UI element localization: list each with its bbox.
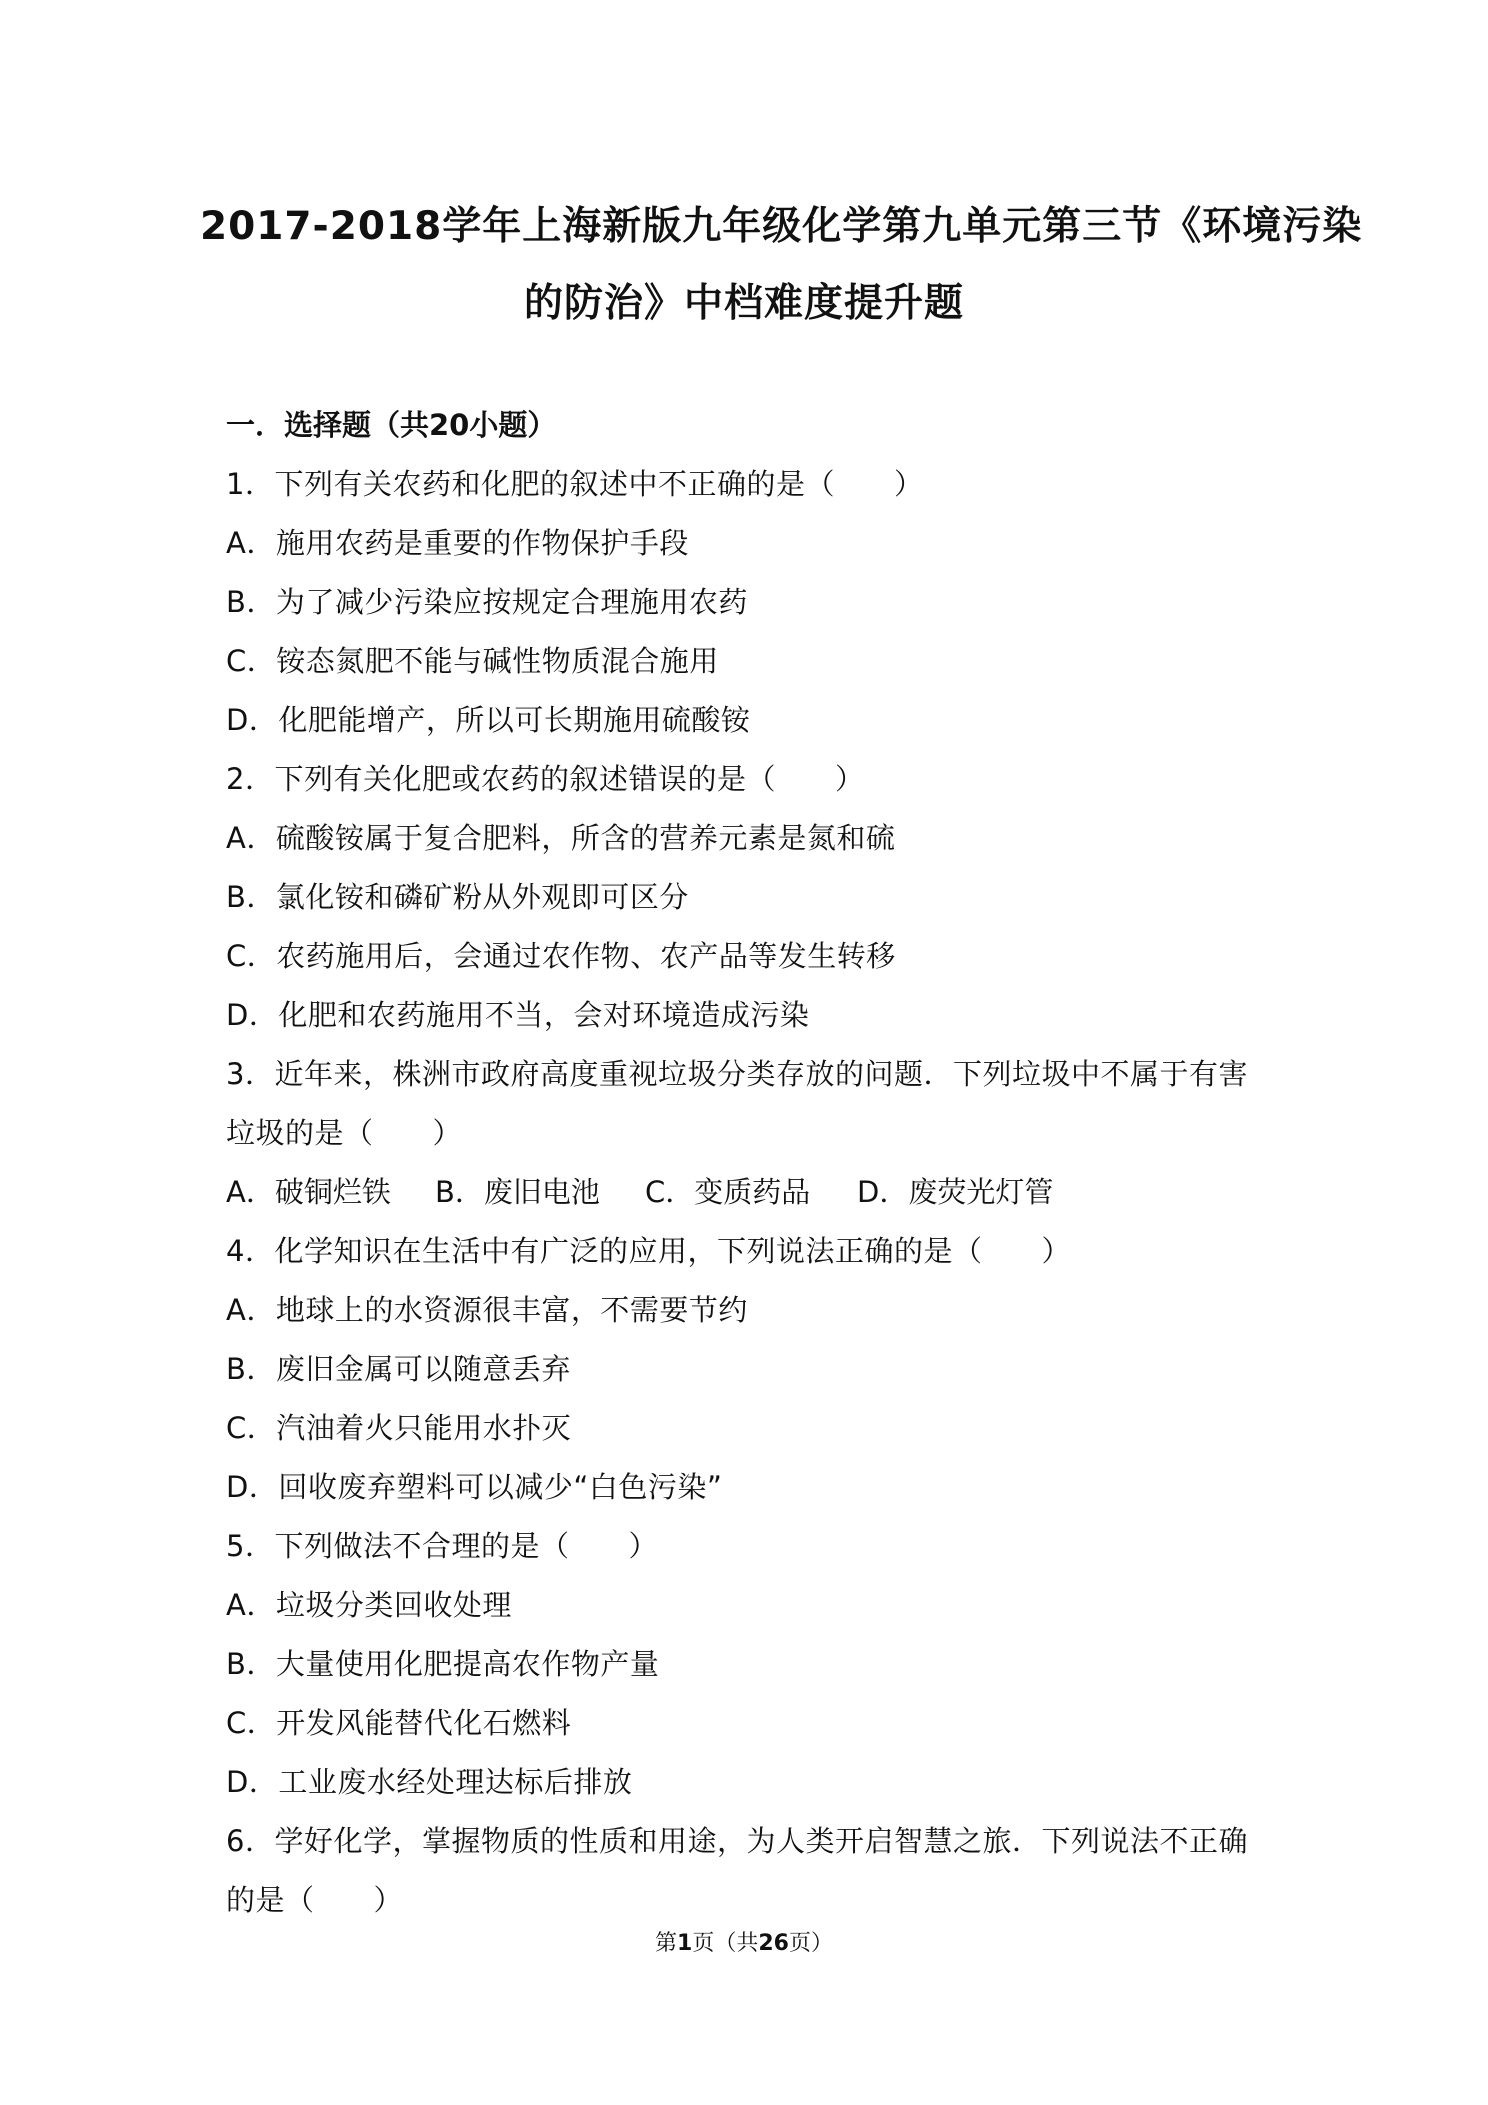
footer-suffix: 页） — [788, 1931, 833, 1956]
question-4-option-c: C．汽油着火只能用水扑灭 — [226, 1411, 572, 1445]
question-2-option-b: B．氯化铵和磷矿粉从外观即可区分 — [226, 880, 689, 914]
question-5-option-b: B．大量使用化肥提高农作物产量 — [226, 1647, 660, 1681]
question-6-stem-line-1: 6．学好化学，掌握物质的性质和用途，为人类开启智慧之旅．下列说法不正确 — [226, 1824, 1248, 1858]
question-1-option-d: D．化肥能增产，所以可长期施用硫酸铵 — [226, 703, 751, 737]
document-title-line-1: 2017-2018学年上海新版九年级化学第九单元第三节《环境污染 — [200, 204, 1363, 249]
question-2-stem: 2．下列有关化肥或农药的叙述错误的是（ ） — [226, 762, 865, 796]
footer-total-pages: 26 — [758, 1931, 789, 1956]
question-4-option-a: A．地球上的水资源很丰富，不需要节约 — [226, 1293, 748, 1327]
question-2-option-d: D．化肥和农药施用不当，会对环境造成污染 — [226, 998, 810, 1032]
question-2-option-a: A．硫酸铵属于复合肥料，所含的营养元素是氮和硫 — [226, 821, 896, 855]
question-1-option-c: C．铵态氮肥不能与碱性物质混合施用 — [226, 644, 719, 678]
question-4-stem: 4．化学知识在生活中有广泛的应用，下列说法正确的是（ ） — [226, 1234, 1071, 1268]
question-3-options-row — [226, 1170, 1053, 1211]
question-3-option-d: D．废荧光灯管 — [857, 1175, 1054, 1209]
section-heading: 一．选择题（共20小题） — [226, 408, 557, 442]
question-1-option-a: A．施用农药是重要的作物保护手段 — [226, 526, 689, 560]
question-5-option-a: A．垃圾分类回收处理 — [226, 1588, 512, 1622]
document-title-line-2: 的防治》中档难度提升题 — [523, 281, 964, 326]
footer-prefix: 第 — [655, 1931, 678, 1956]
page-footer — [0, 1926, 1488, 1957]
footer-page-number: 1 — [677, 1931, 693, 1956]
question-1-option-b: B．为了减少污染应按规定合理施用农药 — [226, 585, 748, 619]
question-2-option-c: C．农药施用后，会通过农作物、农产品等发生转移 — [226, 939, 896, 973]
question-3-option-a: A．破铜烂铁 — [226, 1175, 391, 1209]
question-6-stem-line-2: 的是（ ） — [226, 1883, 404, 1917]
question-4-option-b: B．废旧金属可以随意丢弃 — [226, 1352, 571, 1386]
question-3-stem-line-2: 垃圾的是（ ） — [226, 1116, 463, 1150]
question-3-option-b: B．废旧电池 — [435, 1175, 600, 1209]
question-5-stem: 5．下列做法不合理的是（ ） — [226, 1529, 658, 1563]
question-5-option-d: D．工业废水经处理达标后排放 — [226, 1765, 633, 1799]
question-4-option-d: D．回收废弃塑料可以减少“白色污染” — [226, 1470, 723, 1504]
question-1-stem: 1．下列有关农药和化肥的叙述中不正确的是（ ） — [226, 467, 924, 501]
footer-middle: 页（共 — [692, 1931, 759, 1956]
question-3-option-c: C．变质药品 — [645, 1175, 811, 1209]
question-5-option-c: C．开发风能替代化石燃料 — [226, 1706, 572, 1740]
question-3-stem-line-1: 3．近年来，株洲市政府高度重视垃圾分类存放的问题．下列垃圾中不属于有害 — [226, 1057, 1248, 1091]
